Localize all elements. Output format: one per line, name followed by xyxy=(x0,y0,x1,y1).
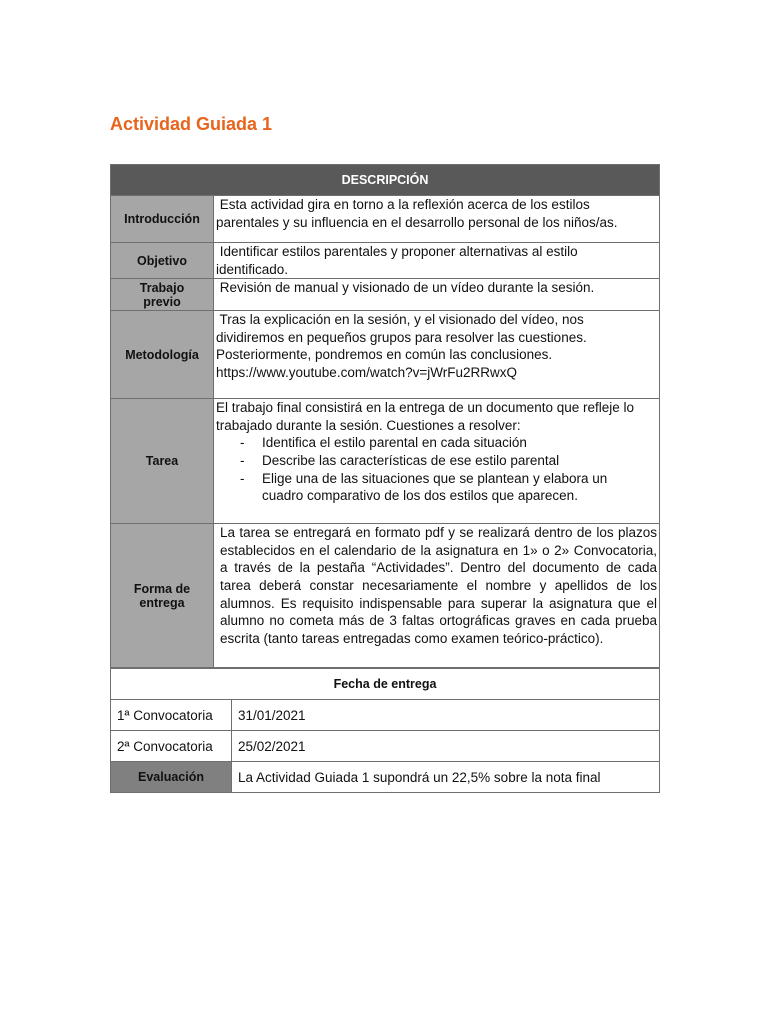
list-item xyxy=(216,470,657,505)
value-tarea xyxy=(214,399,660,524)
description-header: DESCRIPCIÓN xyxy=(111,165,660,196)
evaluacion-row xyxy=(111,762,660,793)
description-table xyxy=(110,164,660,668)
convocatoria-date: 31/01/2021 xyxy=(232,700,660,731)
metodologia-line: Posteriormente, pondremos en común las conclusiones. xyxy=(216,347,553,363)
list-item-text: Describe las características de ese estilo parental xyxy=(262,452,560,468)
evaluacion-text: La Actividad Guiada 1 supondrá un 22,5% sobre la nota final xyxy=(232,762,660,793)
trabajo-previo-text: Revisión de manual y visionado de un vídeo durante la sesión. xyxy=(216,280,595,296)
list-dash: - xyxy=(240,435,245,451)
page-title: Actividad Guiada 1 xyxy=(110,114,273,134)
label-trabajo-previo xyxy=(111,279,214,311)
label-objetivo: Objetivo xyxy=(111,243,214,279)
video-link[interactable]: https://www.youtube.com/watch?v=jWrFu2RRwxQ xyxy=(216,364,517,380)
row-forma-entrega xyxy=(111,524,660,668)
tarea-intro-line: trabajado durante la sesión. Cuestiones a resolver: xyxy=(216,417,521,433)
fecha-header-row xyxy=(111,669,660,700)
list-item xyxy=(216,452,657,470)
introduccion-line: parentales y su influencia en el desarrollo personal de los niños/as. xyxy=(216,214,618,230)
fecha-entrega-header: Fecha de entrega xyxy=(111,669,660,700)
metodologia-line: dividiremos en pequeños grupos para resolver las cuestiones. xyxy=(216,329,587,345)
convocatoria-date: 25/02/2021 xyxy=(232,731,660,762)
label-trabajo-previo-line1: Trabajo xyxy=(139,280,185,295)
row-metodologia xyxy=(111,311,660,399)
label-forma-entrega xyxy=(111,524,214,668)
list-dash: - xyxy=(240,470,245,486)
row-tarea xyxy=(111,399,660,524)
list-dash: - xyxy=(240,452,245,468)
convocatoria-row xyxy=(111,700,660,731)
label-metodologia: Metodología xyxy=(111,311,214,399)
row-trabajo-previo xyxy=(111,279,660,311)
label-tarea: Tarea xyxy=(111,399,214,524)
description-header-row xyxy=(111,165,660,196)
introduccion-line: Esta actividad gira en torno a la reflexión acerca de los estilos xyxy=(216,197,590,212)
label-forma-entrega-line2: entrega xyxy=(139,595,185,610)
list-item-text: Elige una de las situaciones que se plantean y elabora un cuadro comparativo de los dos estilos que aparecen. xyxy=(262,470,608,504)
list-item-text: Identifica el estilo parental en cada situación xyxy=(262,435,527,451)
metodologia-line: Tras la explicación en la sesión, y el visionado del vídeo, nos xyxy=(216,312,584,328)
objetivo-line: Identificar estilos parentales y proponer alternativas al estilo xyxy=(216,244,578,259)
value-forma-entrega: La tarea se entregará en formato pdf y se realizará dentro de los plazos establecidos en el calendario de la asignatura en 1» o 2» Convocatoria, a través de la pestaña “Actividades”. Dentro del documento de cada tarea deberá constar necesariamente el nombre y apellidos de los alumnos. Es requisito indispensable para superar la asignatura que el alumno no cometa más de 3 faltas ortográficas graves en cada prueba escrita (tanto tareas entregadas como examen teórico-práctico). xyxy=(214,524,660,668)
value-introduccion xyxy=(214,196,660,243)
list-item xyxy=(216,434,657,452)
evaluacion-label: Evaluación xyxy=(111,762,232,793)
convocatoria-label: 2ª Convocatoria xyxy=(111,731,232,762)
row-objetivo xyxy=(111,243,660,279)
label-forma-entrega-line1: Forma de xyxy=(133,581,191,596)
fechas-table xyxy=(110,668,660,793)
value-trabajo-previo xyxy=(214,279,660,311)
objetivo-line: identificado. xyxy=(216,261,289,277)
convocatoria-label: 1ª Convocatoria xyxy=(111,700,232,731)
tarea-list xyxy=(216,434,657,504)
convocatoria-row xyxy=(111,731,660,762)
value-metodologia xyxy=(214,311,660,399)
label-introduccion: Introducción xyxy=(111,196,214,243)
label-trabajo-previo-line2: previo xyxy=(143,294,181,309)
tarea-intro-line: El trabajo final consistirá en la entrega de un documento que refleje lo xyxy=(216,400,635,416)
row-introduccion xyxy=(111,196,660,243)
value-objetivo xyxy=(214,243,660,279)
